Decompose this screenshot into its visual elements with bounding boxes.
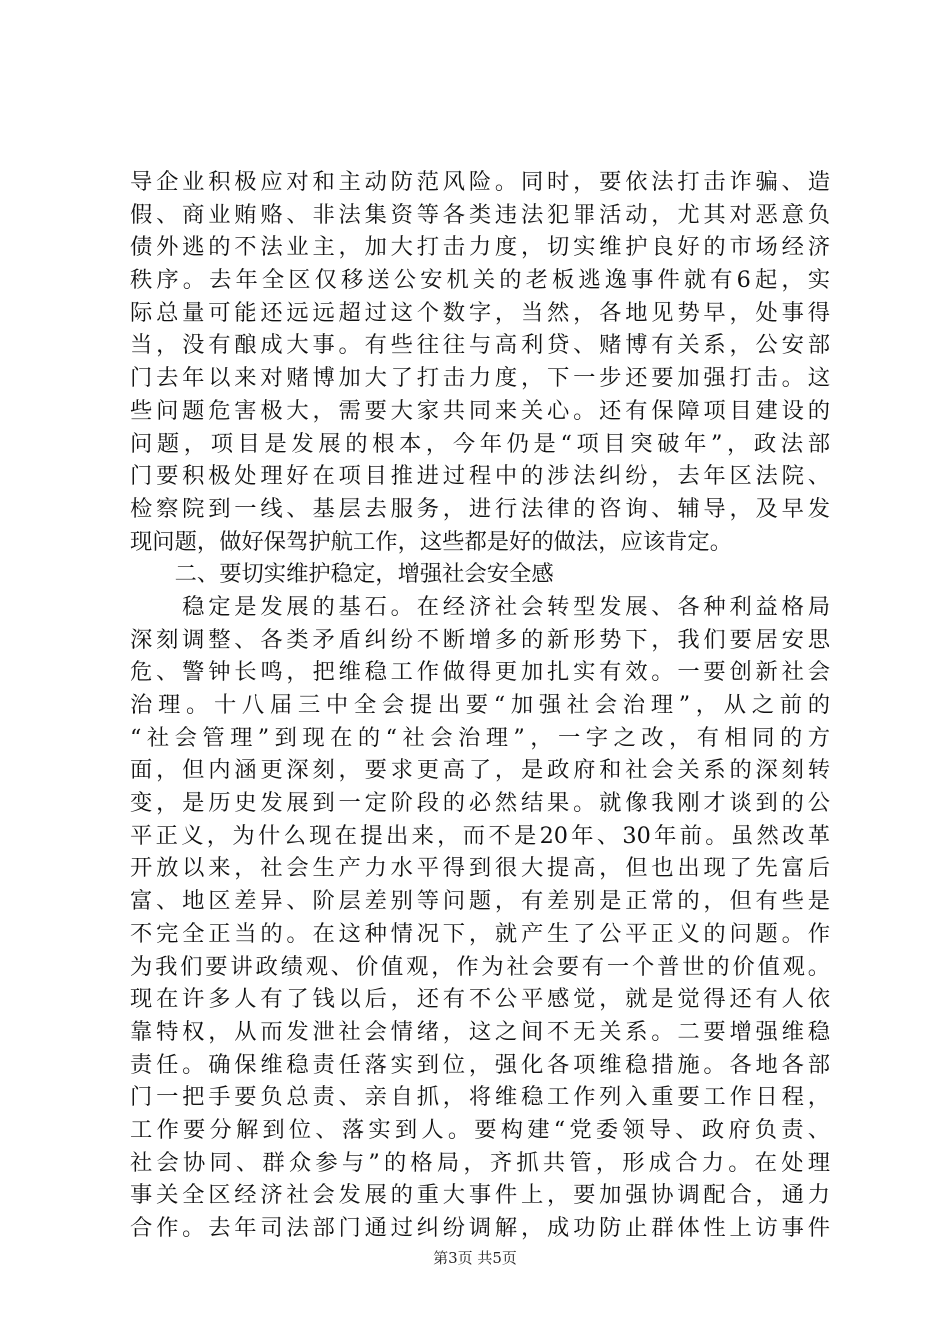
text-line: 社会协同、群众参与”的格局，齐抓共管，形成合力。在处理: [130, 1149, 830, 1176]
text-line: 稳定是发展的基石。在经济社会转型发展、各种利益格局: [130, 593, 830, 620]
text-line: 平正义，为什么现在提出来，而不是20年、30年前。虽然改革: [130, 822, 830, 849]
text-line: 检察院到一线、基层去服务，进行法律的咨询、辅导，及早发: [130, 495, 830, 522]
text-line: 门一把手要负总责、亲自抓，将维稳工作列入重要工作日程，: [130, 1084, 830, 1111]
document-body: [130, 166, 830, 1245]
text-line: 假、商业贿赂、非法集资等各类违法犯罪活动，尤其对恶意负: [130, 201, 830, 228]
text-line: 开放以来，社会生产力水平得到很大提高，但也出现了先富后: [130, 855, 830, 882]
text-line: 门要积极处理好在项目推进过程中的涉法纠纷，去年区法院、: [130, 463, 830, 490]
text-line: 为我们要讲政绩观、价值观，作为社会要有一个普世的价值观。: [130, 953, 830, 980]
text-line: 问题，项目是发展的根本，今年仍是“项目突破年”，政法部: [130, 430, 830, 457]
text-line: 深刻调整、各类矛盾纠纷不断增多的新形势下，我们要居安思: [130, 626, 830, 653]
text-line: 工作要分解到位、落实到人。要构建“党委领导、政府负责、: [130, 1116, 830, 1143]
page-footer: 第3页 共5页: [433, 1249, 517, 1267]
text-line: 秩序。去年全区仅移送公安机关的老板逃逸事件就有6起，实: [130, 267, 830, 294]
text-line: 二、要切实维护稳定，增强社会安全感: [130, 561, 554, 588]
text-line: “社会管理”到现在的“社会治理”，一字之改，有相同的方: [130, 724, 830, 751]
text-line: 事关全区经济社会发展的重大事件上，要加强协调配合，通力: [130, 1182, 830, 1209]
text-line: 门去年以来对赌博加大了打击力度，下一步还要加强打击。这: [130, 365, 830, 392]
text-line: 不完全正当的。在这种情况下，就产生了公平正义的问题。作: [130, 920, 830, 947]
text-line: 责任。确保维稳责任落实到位，强化各项维稳措施。各地各部: [130, 1051, 830, 1078]
text-line: 变，是历史发展到一定阶段的必然结果。就像我刚才谈到的公: [130, 790, 830, 817]
text-line: 现问题，做好保驾护航工作，这些都是好的做法，应该肯定。: [130, 528, 733, 555]
text-line: 际总量可能还远远超过这个数字，当然，各地见势早，处事得: [130, 299, 830, 326]
text-line: 些问题危害极大，需要大家共同来关心。还有保障项目建设的: [130, 397, 830, 424]
text-line: 当，没有酿成大事。有些往往与高利贷、赌博有关系，公安部: [130, 332, 830, 359]
text-line: 导企业积极应对和主动防范风险。同时，要依法打击诈骗、造: [130, 169, 830, 195]
text-line: 债外逃的不法业主，加大打击力度，切实维护良好的市场经济: [130, 234, 830, 261]
text-line: 危、警钟长鸣，把维稳工作做得更加扎实有效。一要创新社会: [130, 659, 830, 686]
text-line: 靠特权，从而发泄社会情绪，这之间不无关系。二要增强维稳: [130, 1018, 830, 1045]
text-line: 富、地区差异、阶层差别等问题，有差别是正常的，但有些是: [130, 888, 830, 915]
text-line: 面，但内涵更深刻，要求更高了，是政府和社会关系的深刻转: [130, 757, 830, 784]
text-line: 合作。去年司法部门通过纠纷调解，成功防止群体性上访事件: [130, 1215, 830, 1241]
text-line: 现在许多人有了钱以后，还有不公平感觉，就是觉得还有人依: [130, 986, 830, 1013]
text-line: 治理。十八届三中全会提出要“加强社会治理”，从之前的: [130, 692, 830, 718]
